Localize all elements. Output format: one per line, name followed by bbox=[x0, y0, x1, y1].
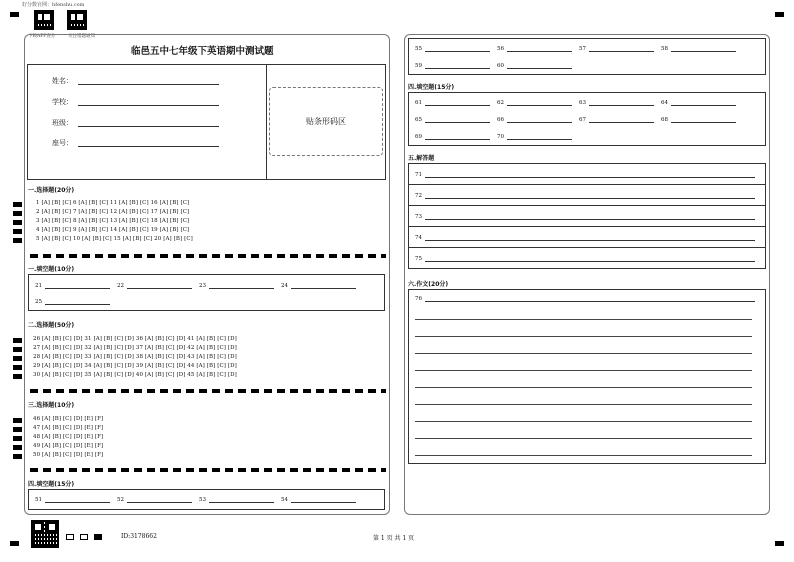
blank-55[interactable] bbox=[415, 46, 490, 52]
name-label: 姓名： bbox=[52, 77, 73, 85]
question-number: 51 bbox=[35, 497, 42, 503]
timing-mark bbox=[13, 211, 22, 216]
essay-line bbox=[415, 336, 752, 337]
mc1-row[interactable]: 4 [A] [B] [C] 9 [A] [B] [C] 14 [A] [B] [C] 19 [A] [B] [C] bbox=[36, 227, 190, 233]
mc1-row[interactable]: 3 [A] [B] [C] 8 [A] [B] [C] 13 [A] [B] [C] 18 [A] [B] [C] bbox=[36, 218, 190, 224]
timing-mark bbox=[13, 365, 22, 370]
blank-51[interactable] bbox=[35, 497, 110, 503]
timing-mark bbox=[13, 238, 22, 243]
timing-mark bbox=[13, 202, 22, 207]
section-separator bbox=[30, 389, 386, 393]
question-number: 53 bbox=[199, 497, 206, 503]
answer-72[interactable] bbox=[415, 193, 755, 199]
blank-56[interactable] bbox=[497, 46, 572, 52]
blank-60[interactable] bbox=[497, 63, 572, 69]
answer-divider bbox=[408, 247, 766, 248]
timing-mark bbox=[13, 229, 22, 234]
mc3-row[interactable]: 46 [A] [B] [C] [D] [E] [F] bbox=[33, 416, 104, 422]
answer-divider bbox=[408, 205, 766, 206]
seat-label: 座号： bbox=[52, 139, 73, 147]
exam-title: 临邑五中七年级下英语期中测试题 bbox=[131, 46, 274, 57]
mc1-row[interactable]: 5 [A] [B] [C] 10 [A] [B] [C] 15 [A] [B] [C] 20 [A] [B] [C] bbox=[36, 236, 193, 242]
exam-id: ID:3178662 bbox=[121, 533, 157, 540]
timing-mark bbox=[13, 454, 22, 459]
question-number: 75 bbox=[415, 256, 422, 262]
blank-58[interactable] bbox=[661, 46, 736, 52]
registration-mark-bottom-left bbox=[10, 541, 19, 546]
class-field[interactable] bbox=[78, 126, 219, 127]
answer-75[interactable] bbox=[415, 256, 755, 262]
question-number: 25 bbox=[35, 299, 42, 305]
class-label: 班级： bbox=[52, 119, 73, 127]
page-number: 第 1 页 共 1 页 bbox=[373, 535, 415, 542]
section-1-title: 一.选择题(20分) bbox=[28, 187, 75, 194]
question-number: 23 bbox=[199, 283, 206, 289]
answer-74[interactable] bbox=[415, 235, 755, 241]
school-field[interactable] bbox=[78, 105, 219, 106]
timing-mark bbox=[13, 436, 22, 441]
section-5-title: 四.填空题(15分) bbox=[28, 481, 75, 488]
seat-field[interactable] bbox=[78, 146, 219, 147]
checkbox[interactable] bbox=[66, 534, 74, 540]
question-number: 24 bbox=[281, 283, 288, 289]
section-4-title: 三.选择题(10分) bbox=[28, 402, 75, 409]
blank-69[interactable] bbox=[415, 134, 490, 140]
answer-divider bbox=[408, 226, 766, 227]
question-number: 22 bbox=[117, 283, 124, 289]
essay-first-line[interactable] bbox=[415, 296, 755, 302]
question-number: 74 bbox=[415, 235, 422, 241]
mc1-row[interactable]: 1 [A] [B] [C] 6 [A] [B] [C] 11 [A] [B] [C] 16 [A] [B] [C] bbox=[36, 200, 190, 206]
timing-mark bbox=[13, 356, 22, 361]
question-number: 73 bbox=[415, 214, 422, 220]
question-number: 71 bbox=[415, 172, 422, 178]
blank-54[interactable] bbox=[281, 497, 356, 503]
answer-71[interactable] bbox=[415, 172, 755, 178]
timing-mark bbox=[13, 338, 22, 343]
blank-22[interactable] bbox=[117, 283, 192, 289]
blank-61[interactable] bbox=[415, 100, 490, 106]
mc2-row[interactable]: 27 [A] [B] [C] [D] 32 [A] [B] [C] [D] 37 [A] [B] [C] [D] 42 [A] [B] [C] [D] bbox=[33, 345, 237, 351]
site-banner: 好分数官网：hfenshu.com bbox=[22, 2, 85, 8]
section-3-title: 二.选择题(50分) bbox=[28, 322, 75, 329]
notice-qr-code bbox=[67, 10, 87, 30]
blank-23[interactable] bbox=[199, 283, 274, 289]
section-separator bbox=[30, 254, 386, 258]
section-separator bbox=[30, 468, 386, 472]
school-label: 学校： bbox=[52, 98, 73, 106]
mc1-row[interactable]: 2 [A] [B] [C] 7 [A] [B] [C] 12 [A] [B] [C] 17 [A] [B] [C] bbox=[36, 209, 190, 215]
question-number: 55 bbox=[415, 46, 422, 52]
qr1-caption: 下载APP查分 bbox=[28, 34, 56, 39]
question-number: 69 bbox=[415, 134, 422, 140]
essay-line bbox=[415, 404, 752, 405]
question-number: 65 bbox=[415, 117, 422, 123]
blank-65[interactable] bbox=[415, 117, 490, 123]
checkbox[interactable] bbox=[80, 534, 88, 540]
blank-64[interactable] bbox=[661, 100, 736, 106]
app-qr-code bbox=[34, 10, 54, 30]
question-number: 59 bbox=[415, 63, 422, 69]
question-number: 54 bbox=[281, 497, 288, 503]
question-number: 66 bbox=[497, 117, 504, 123]
question-number: 68 bbox=[661, 117, 668, 123]
checkbox-filled bbox=[94, 534, 102, 540]
blank-68[interactable] bbox=[661, 117, 736, 123]
mc3-row[interactable]: 50 [A] [B] [C] [D] [E] [F] bbox=[33, 452, 104, 458]
blank-70[interactable] bbox=[497, 134, 572, 140]
question-number: 70 bbox=[497, 134, 504, 140]
essay-line bbox=[415, 370, 752, 371]
timing-mark bbox=[13, 418, 22, 423]
question-number: 63 bbox=[579, 100, 586, 106]
timing-mark bbox=[13, 347, 22, 352]
mc3-row[interactable]: 48 [A] [B] [C] [D] [E] [F] bbox=[33, 434, 104, 440]
answer-73[interactable] bbox=[415, 214, 755, 220]
essay-line bbox=[415, 353, 752, 354]
timing-mark bbox=[13, 374, 22, 379]
blank-52[interactable] bbox=[117, 497, 192, 503]
blank-67[interactable] bbox=[579, 117, 654, 123]
question-number: 58 bbox=[661, 46, 668, 52]
answer-divider bbox=[408, 184, 766, 185]
mc3-row[interactable]: 49 [A] [B] [C] [D] [E] [F] bbox=[33, 443, 104, 449]
essay-line bbox=[415, 438, 752, 439]
question-number: 61 bbox=[415, 100, 422, 106]
blank-21[interactable] bbox=[35, 283, 110, 289]
section-2-title: 一.填空题(10分) bbox=[28, 266, 75, 273]
section-8-title: 六.作文(20分) bbox=[408, 281, 449, 288]
essay-line bbox=[415, 455, 752, 456]
question-number: 56 bbox=[497, 46, 504, 52]
section-6-title: 四.填空题(15分) bbox=[408, 84, 455, 91]
timing-mark bbox=[13, 427, 22, 432]
section-7-title: 五.解答题 bbox=[408, 155, 435, 162]
question-number: 62 bbox=[497, 100, 504, 106]
mc2-row[interactable]: 30 [A] [B] [C] [D] 35 [A] [B] [C] [D] 40 [A] [B] [C] [D] 45 [A] [B] [C] [D] bbox=[33, 372, 237, 378]
fill3-box bbox=[408, 38, 766, 75]
question-number: 72 bbox=[415, 193, 422, 199]
essay-line bbox=[415, 387, 752, 388]
mc2-row[interactable]: 26 [A] [B] [C] [D] 31 [A] [B] [C] [D] 36 [A] [B] [C] [D] 41 [A] [B] [C] [D] bbox=[33, 336, 237, 342]
blank-63[interactable] bbox=[579, 100, 654, 106]
qr2-caption: 关注错题通知 bbox=[68, 34, 95, 39]
name-field[interactable] bbox=[78, 84, 219, 85]
blank-59[interactable] bbox=[415, 63, 490, 69]
barcode-area: 贴条形码区 bbox=[269, 87, 383, 156]
question-number: 52 bbox=[117, 497, 124, 503]
blank-66[interactable] bbox=[497, 117, 572, 123]
question-number: 21 bbox=[35, 283, 42, 289]
mc2-row[interactable]: 28 [A] [B] [C] [D] 33 [A] [B] [C] [D] 38 [A] [B] [C] [D] 43 [A] [B] [C] [D] bbox=[33, 354, 237, 360]
essay-line bbox=[415, 319, 752, 320]
footer-qr-code bbox=[31, 520, 59, 548]
blank-62[interactable] bbox=[497, 100, 572, 106]
blank-25[interactable] bbox=[35, 299, 110, 305]
registration-mark-top-right bbox=[775, 12, 784, 17]
question-number: 76 bbox=[415, 296, 422, 302]
registration-mark-bottom-right bbox=[775, 541, 784, 546]
blank-53[interactable] bbox=[199, 497, 274, 503]
question-number: 60 bbox=[497, 63, 504, 69]
mc2-row[interactable]: 29 [A] [B] [C] [D] 34 [A] [B] [C] [D] 39 [A] [B] [C] [D] 44 [A] [B] [C] [D] bbox=[33, 363, 237, 369]
blank-57[interactable] bbox=[579, 46, 654, 52]
essay-line bbox=[415, 421, 752, 422]
fill1-box bbox=[28, 274, 385, 311]
question-number: 64 bbox=[661, 100, 668, 106]
question-number: 67 bbox=[579, 117, 586, 123]
blank-24[interactable] bbox=[281, 283, 356, 289]
question-number: 57 bbox=[579, 46, 586, 52]
registration-mark-top-left bbox=[10, 12, 19, 17]
timing-mark bbox=[13, 445, 22, 450]
info-divider bbox=[266, 64, 267, 180]
timing-mark bbox=[13, 220, 22, 225]
mc3-row[interactable]: 47 [A] [B] [C] [D] [E] [F] bbox=[33, 425, 104, 431]
